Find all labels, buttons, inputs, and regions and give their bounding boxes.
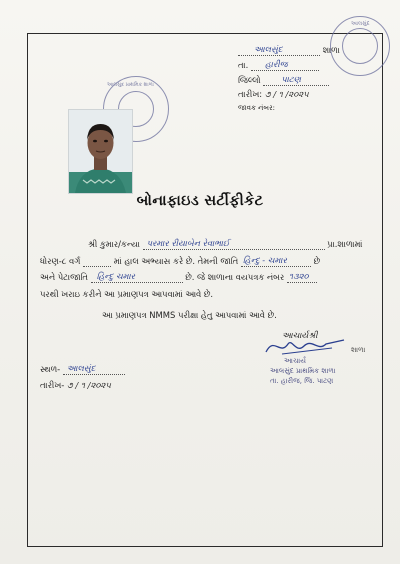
signature-side-text: શાળા — [351, 346, 366, 354]
header-date-value: ૭ / ૧ /૨૦૨૫ — [264, 89, 309, 99]
footer-date-label: તારીખ- — [40, 380, 65, 390]
body-l2-middle: માં હાલ અભ્યાસ કરે છે. તેમની જાતિ — [113, 256, 239, 266]
student-name: પરમાર રીયાબેન રેવાભાઈ — [146, 238, 230, 248]
header-district-label: જિલ્લો — [238, 75, 261, 85]
register-number: ૧૩૨૦ — [288, 271, 309, 281]
footer-place-label: સ્થળ- — [40, 364, 61, 374]
stamp-line-2: આલસુંદ પ્રાથમિક શાળા — [270, 367, 336, 375]
footer-place-value: આલસુંદ — [66, 363, 96, 373]
principal-title-text: આચાર્યશ્રી — [282, 330, 318, 340]
header-taluka-label: તા. — [238, 60, 249, 70]
body-l2-prefix: ધોરણ-૮ વર્ગ — [40, 256, 81, 266]
body-line-2 — [40, 256, 320, 267]
body-l1-prefix: શ્રી કુમાર/કન્યા — [88, 239, 140, 249]
header-school-line — [238, 45, 340, 56]
body-l3-prefix: અને પેટાજાતિ — [40, 272, 88, 282]
certificate-title: બોનાફાઇડ સર્ટીફીકેટ — [136, 193, 264, 209]
principal-signature — [262, 334, 348, 358]
stamp-line-1: આચાર્ય — [284, 357, 306, 365]
body-l2-suffix: છે — [313, 256, 321, 266]
header-district-line — [238, 75, 329, 86]
body-line-1 — [88, 239, 363, 250]
body-line-3 — [40, 272, 317, 283]
header-taluka-line — [238, 60, 319, 71]
student-subcaste: હિન્દુ ચમાર — [96, 271, 135, 281]
header-school-name: આલસુંદ — [254, 44, 283, 54]
body-l3-middle: છે. જે શાળાના વયપત્રક નંબર — [185, 272, 285, 282]
footer-place-line — [40, 364, 125, 375]
header-school-suffix: શાળા — [322, 45, 340, 55]
body-line-5: આ પ્રમાણપત્ર NMMS પરીક્ષા હેતુ આપવામાં આવે છે. — [102, 310, 277, 320]
header-outward-label: જાવક નંબર: — [238, 104, 275, 112]
header-date-line — [238, 89, 309, 100]
seal-top-right-text: આલસુંદ — [351, 21, 370, 27]
footer-date-value: ૭ / ૧ /૨૦૨૫ — [66, 380, 111, 390]
footer-date-line — [40, 380, 111, 391]
body-l1-suffix: પ્રા.શાળામાં — [327, 239, 363, 249]
principal-stamp — [270, 356, 336, 386]
seal-round-text: આલસુંદ પ્રાથમિક શાળા — [107, 82, 154, 88]
header-taluka-value: હારીજ — [264, 59, 288, 69]
student-photo — [68, 109, 133, 194]
student-caste: હિન્દુ - ચમાર — [242, 255, 287, 265]
header-district-value: પાટણ — [281, 74, 301, 84]
body-line-4: પરથી ખરાઇ કરીને આ પ્રમાણપત્ર આપવામાં આવે છે. — [40, 289, 214, 299]
student-photo-image — [69, 110, 132, 193]
header-outward-line — [238, 104, 275, 113]
header-date-label: તારીખ: — [238, 89, 263, 99]
stamp-line-3: તા. હારીજ, જિ. પાટણ — [270, 377, 334, 385]
